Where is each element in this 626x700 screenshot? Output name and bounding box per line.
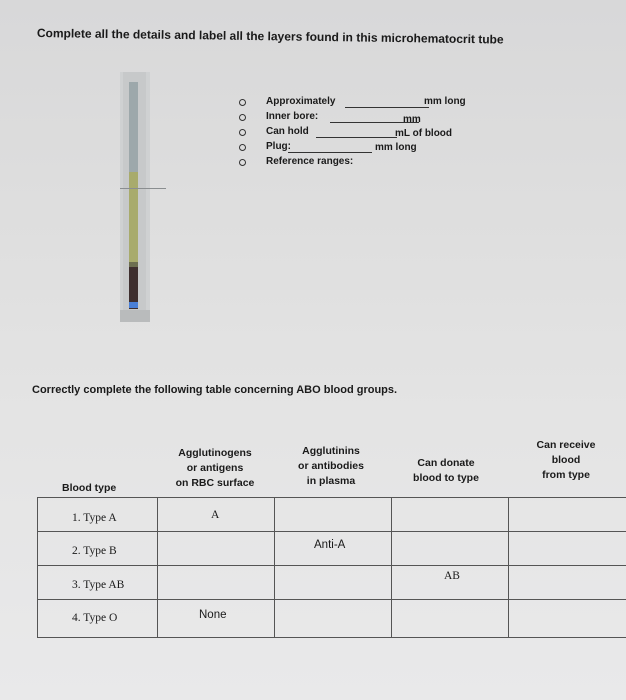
worksheet-title: Complete all the details and label all the layers found in this microhematocrit tube <box>36 26 504 47</box>
cell-agglutinogens[interactable]: None <box>199 609 227 621</box>
tube-clay-plug <box>129 302 138 308</box>
tube-label-line <box>120 188 166 189</box>
answer-blank[interactable] <box>316 137 397 138</box>
table-row <box>38 498 626 532</box>
header-agglutinogens <box>167 446 263 491</box>
bullet-icon <box>239 114 246 121</box>
header-line: Agglutinogens <box>178 447 252 459</box>
bullet-icon <box>239 99 246 106</box>
microhematocrit-tube-image <box>120 72 150 322</box>
answer-blank[interactable] <box>345 107 429 108</box>
header-line: Can donate <box>417 457 475 469</box>
abo-blood-group-table <box>37 497 626 638</box>
header-line: on RBC surface <box>175 477 255 489</box>
detail-suffix: mm long <box>424 96 466 107</box>
cell-agglutinins[interactable]: Anti-A <box>314 539 346 551</box>
header-agglutinins <box>285 444 377 489</box>
header-line: blood <box>551 454 581 466</box>
table-row <box>38 566 626 600</box>
tube-base <box>120 310 150 322</box>
header-line: from type <box>542 469 590 481</box>
bullet-icon <box>239 159 246 166</box>
answer-blank[interactable] <box>288 152 372 153</box>
detail-label: Plug: <box>266 141 291 152</box>
table-instruction: Correctly complete the following table concerning ABO blood groups. <box>32 384 398 396</box>
header-line: or antibodies <box>298 460 364 472</box>
detail-suffix: mm <box>403 114 421 125</box>
header-line: or antigens <box>186 462 244 474</box>
detail-suffix: mm long <box>375 142 417 153</box>
header-can-donate <box>400 456 492 486</box>
cell-blood-type: 2. Type B <box>72 545 117 557</box>
header-line: in plasma <box>306 475 356 487</box>
cell-agglutinogens[interactable]: A <box>211 509 220 521</box>
bullet-icon <box>239 144 246 151</box>
detail-suffix: mL of blood <box>395 128 453 139</box>
column-divider <box>274 498 275 637</box>
cell-can-donate[interactable]: AB <box>444 570 460 582</box>
cell-blood-type: 1. Type A <box>72 512 117 524</box>
column-divider <box>508 498 509 637</box>
detail-label: Reference ranges: <box>266 156 354 167</box>
column-divider <box>157 498 158 637</box>
header-line: Agglutinins <box>302 445 360 457</box>
cell-blood-type: 4. Type O <box>72 612 118 624</box>
detail-label: Can hold <box>266 126 309 137</box>
cell-blood-type: 3. Type AB <box>72 579 125 591</box>
header-line: blood to type <box>413 472 479 484</box>
tube-empty-section <box>129 82 138 172</box>
detail-label: Inner bore: <box>266 111 319 122</box>
bullet-icon <box>239 129 246 136</box>
column-divider <box>391 498 392 637</box>
detail-label: Approximately <box>266 96 336 107</box>
header-blood-type: Blood type <box>62 482 117 494</box>
header-line: Can receive <box>536 439 596 451</box>
header-can-receive <box>520 438 612 483</box>
